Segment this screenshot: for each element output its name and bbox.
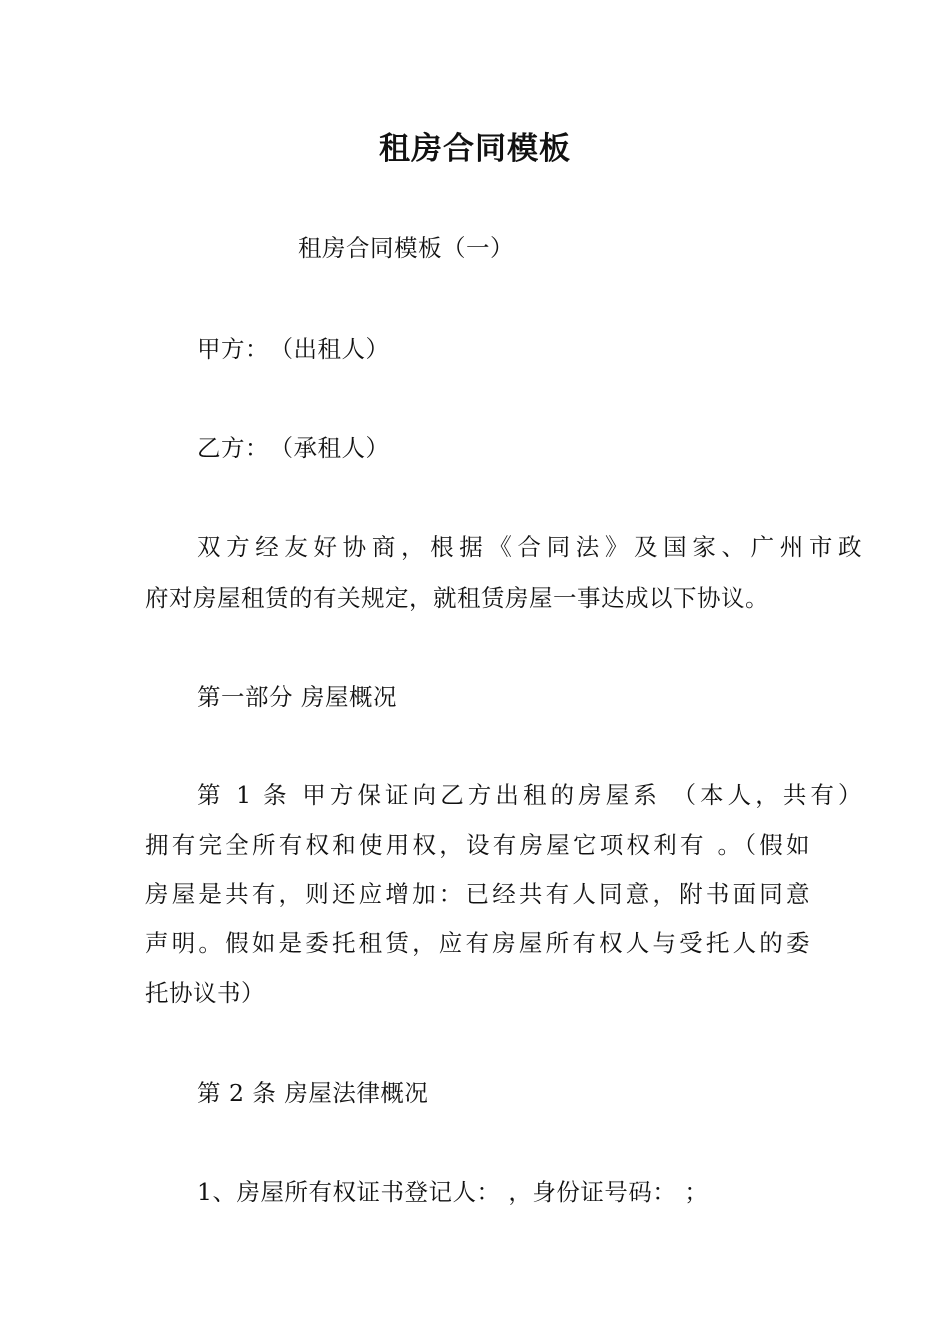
- article-1-line-4: 声明。假如是委托租赁，应有房屋所有权人与受托人的委: [145, 929, 810, 957]
- article-2-heading: 第 2 条 房屋法律概况: [197, 1079, 429, 1107]
- document-title: 租房合同模板: [379, 131, 571, 167]
- article-1-line-3: 房屋是共有，则还应增加：已经共有人同意，附书面同意: [145, 880, 810, 908]
- article-1-line-1: 第 1 条 甲方保证向乙方出租的房屋系 （本人，共有）: [197, 781, 862, 809]
- article-1-line-2: 拥有完全所有权和使用权，设有房屋它项权利有 。（假如: [145, 831, 810, 859]
- party-a-line: 甲方： （出租人）: [197, 335, 390, 363]
- item-1-line: 1、房屋所有权证书登记人： ，身份证号码： ；: [197, 1178, 709, 1206]
- part-one-heading: 第一部分 房屋概况: [197, 683, 397, 711]
- article-1-line-5: 托协议书）: [145, 979, 265, 1007]
- party-b-line: 乙方： （承租人）: [197, 434, 390, 462]
- intro-paragraph-line-1: 双方经友好协商，根据《合同法》及国家、广州市政: [197, 533, 862, 561]
- document-subtitle: 租房合同模板（一）: [298, 234, 514, 262]
- intro-paragraph-line-2: 府对房屋租赁的有关规定，就租赁房屋一事达成以下协议。: [145, 584, 769, 612]
